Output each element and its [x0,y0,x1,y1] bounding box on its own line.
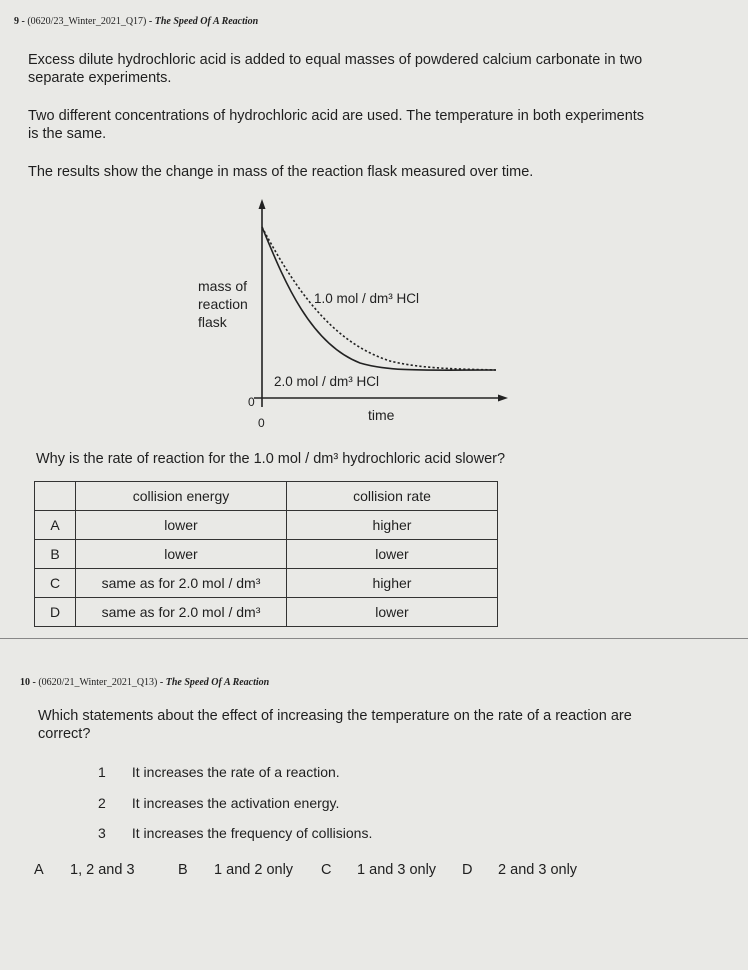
statement-text: It increases the activation energy. [131,795,340,811]
q9-paragraph-2-line-1: Two different concentrations of hydrochloric acid are used. The temperature in both experiments [28,108,645,124]
y-axis-label-line-2: reaction [198,296,248,312]
y-axis-label-line-1: mass of [198,278,248,294]
q10-question-line-2: correct? [38,726,91,742]
curve-1-0-mol-label: 1.0 mol / dm³ HCl [314,291,420,306]
q9-paragraph-3: The results show the change in mass of the reaction flask measured over time. [28,164,534,180]
q10-reference: (0620/21_Winter_2021_Q13) [38,677,158,688]
statement-text: It increases the rate of a reaction. [131,764,340,780]
y-axis-label-line-3: flask [198,314,227,330]
option-letter: B [35,540,76,569]
collision-rate-cell: higher [287,511,498,540]
q9-answer-table [34,481,498,627]
q10-topic: The Speed Of A Reaction [165,677,270,688]
option-c[interactable] [321,862,436,878]
mass-time-graph [190,195,520,435]
table-row[interactable] [35,598,498,627]
x-axis-arrow [498,395,508,402]
table-row[interactable] [35,540,498,569]
collision-rate-cell: lower [287,598,498,627]
y-axis-arrow [259,199,266,209]
statement-number: 2 [98,795,106,811]
q9-question: Why is the rate of reaction for the 1.0 mol / dm³ hydrochloric acid slower? [36,451,506,467]
option-d[interactable] [462,862,577,878]
q10-dash2: - [159,677,164,688]
collision-energy-cell: same as for 2.0 mol / dm³ [76,569,287,598]
table-row[interactable] [35,569,498,598]
q10-question [38,707,632,743]
q10-dash: - [32,677,36,688]
statement-1 [98,764,340,780]
statement-2 [98,795,339,811]
q9-paragraph-1 [28,51,642,87]
option-letter: C [35,569,76,598]
q10-header [20,677,269,688]
option-letter: C [321,862,332,878]
table-header-collision-rate: collision rate [287,482,498,511]
statement-number: 1 [98,764,106,780]
table-header-collision-energy: collision energy [76,482,287,511]
q9-paragraph-1-line-2: separate experiments. [28,70,172,86]
question-divider [0,638,748,639]
origin-y-label: 0 [248,395,255,409]
q9-number: 9 [14,16,19,27]
x-axis-label: time [368,407,395,423]
statement-text: It increases the frequency of collisions. [131,825,373,841]
q9-paragraph-2-line-2: is the same. [28,126,107,142]
option-letter: A [34,862,44,878]
option-text: 1, 2 and 3 [70,862,135,878]
collision-rate-cell: lower [287,540,498,569]
option-text: 2 and 3 only [498,862,578,878]
q9-dash: - [21,16,25,27]
statement-3 [98,825,372,841]
collision-energy-cell: lower [76,511,287,540]
q9-paragraph-1-line-1: Excess dilute hydrochloric acid is added to equal masses of powdered calcium carbonate in two [28,52,643,68]
option-letter: D [35,598,76,627]
q9-topic: The Speed Of A Reaction [154,16,259,27]
q9-header [14,16,258,27]
q9-reference: (0620/23_Winter_2021_Q17) [27,16,147,27]
q10-question-line-1: Which statements about the effect of increasing the temperature on the rate of a reaction are [38,708,632,724]
collision-rate-cell: higher [287,569,498,598]
option-text: 1 and 3 only [357,862,437,878]
q10-number: 10 [20,677,30,688]
option-letter: A [35,511,76,540]
option-letter: B [178,862,188,878]
collision-energy-cell: same as for 2.0 mol / dm³ [76,598,287,627]
curve-2-0-mol-label: 2.0 mol / dm³ HCl [274,374,380,389]
table-header-row [35,482,498,511]
statement-number: 3 [98,825,106,841]
option-b[interactable] [178,862,293,878]
q9-paragraph-2 [28,107,644,143]
option-a[interactable] [34,862,135,878]
option-text: 1 and 2 only [214,862,294,878]
table-row[interactable] [35,511,498,540]
table-header-empty [35,482,76,511]
q9-dash2: - [148,16,153,27]
origin-x-label: 0 [258,416,265,430]
option-letter: D [462,862,473,878]
collision-energy-cell: lower [76,540,287,569]
